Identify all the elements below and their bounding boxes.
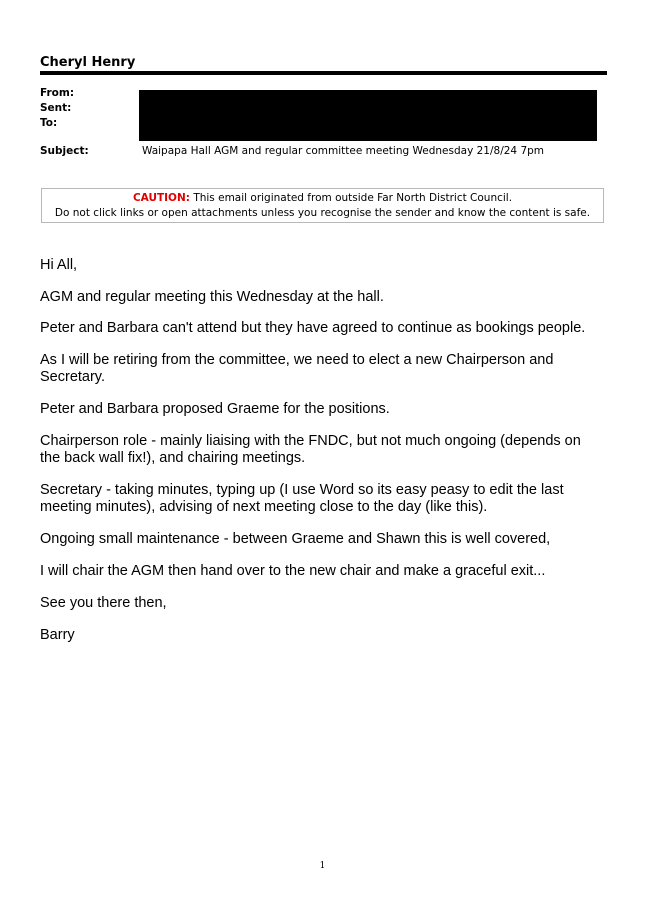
email-paragraph: Ongoing small maintenance - between Graeme and Shawn this is well covered, <box>40 531 551 547</box>
email-paragraph: As I will be retiring from the committee, we need to elect a new Chairperson and Secretary. <box>40 352 554 385</box>
email-paragraph: Peter and Barbara proposed Graeme for the positions. <box>40 401 390 417</box>
subject-label: Subject: <box>40 145 89 157</box>
email-signature: Barry <box>40 627 75 643</box>
redaction-block <box>139 90 597 141</box>
caution-banner <box>41 188 604 223</box>
email-paragraph: Secretary - taking minutes, typing up (I use Word so its easy peasy to edit the last meeting minutes), advising of next meeting close to the day (like this). <box>40 482 564 515</box>
email-paragraph: I will chair the AGM then hand over to the new chair and make a graceful exit... <box>40 563 546 579</box>
to-label: To: <box>40 117 58 129</box>
from-label: From: <box>40 87 75 99</box>
page-number: 1 <box>319 861 326 871</box>
subject-value: Waipapa Hall AGM and regular committee meeting Wednesday 21/8/24 7pm <box>142 145 545 157</box>
sender-divider <box>40 71 607 75</box>
caution-label: CAUTION: <box>132 192 190 204</box>
caution-line-1 <box>42 192 603 204</box>
email-paragraph: Chairperson role - mainly liaising with the FNDC, but not much ongoing (depends on the back wall fix!), and chairing meetings. <box>40 433 581 466</box>
sender-name: Cheryl Henry <box>40 55 136 70</box>
caution-line-2: Do not click links or open attachments unless you recognise the sender and know the content is safe. <box>54 207 591 219</box>
caution-message: This email originated from outside Far North District Council. <box>193 192 513 204</box>
email-closing: See you there then, <box>40 595 167 611</box>
email-paragraph: Peter and Barbara can't attend but they have agreed to continue as bookings people. <box>40 320 586 336</box>
email-paragraph: AGM and regular meeting this Wednesday at the hall. <box>40 289 384 305</box>
sent-label: Sent: <box>40 102 72 114</box>
email-greeting: Hi All, <box>40 257 78 273</box>
